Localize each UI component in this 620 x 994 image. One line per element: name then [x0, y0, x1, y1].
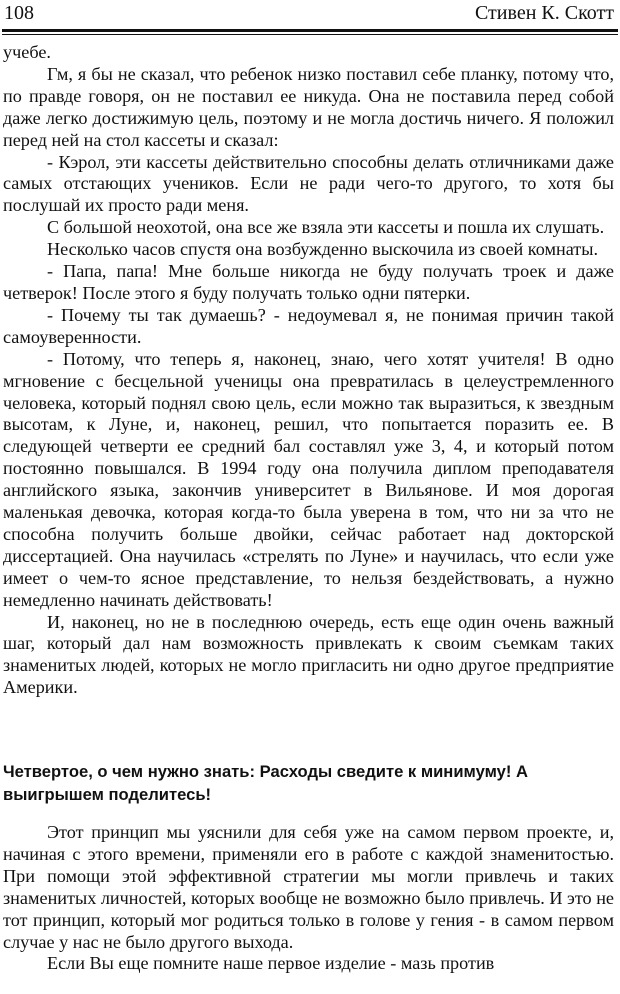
header-rule-thin	[2, 34, 618, 35]
paragraph: Гм, я бы не сказал, что ребенок низко поставил себе планку, потому что, по правде говоря, он не поставил ее никуда. Она не поставила перед собой даже легко достижимую цель, поэтому и не могла достичь ничего. Я положил перед ней на стол кассеты и сказал:	[3, 63, 614, 150]
header-rule-thick	[2, 29, 618, 32]
paragraph: С большой неохотой, она все же взяла эти кассеты и пошла их слушать.	[47, 217, 605, 238]
paragraph: Этот принцип мы уяснили для себя уже на самом первом проекте, и, начиная с этого времени, применяли его в работе с каждой знаменитостью. При помощи этой эффективной стратегии мы могли привлечь и таких знаменитых личностей, которых вообще не возможно было привлечь. И это не тот принцип, который мог родиться только в голове у гения - в самом первом случае у нас не было другого выхода.	[3, 822, 614, 952]
page-number: 108	[4, 2, 34, 24]
running-title: Стивен К. Скотт	[474, 2, 614, 24]
paragraph: Если Вы еще помните наше первое изделие - мазь против	[47, 953, 495, 974]
body-text-after-heading	[3, 822, 614, 975]
body-text	[3, 42, 614, 699]
paragraph: И, наконец, но не в последнюю очередь, есть еще один очень важный шаг, который дал нам возможность привлекать к своим съемкам таких знаменитых людей, которых не могло пригласить ни одно другое предприятие Америки.	[3, 611, 614, 698]
page-header	[4, 0, 614, 28]
paragraph: - Папа, папа! Мне больше никогда не буду получать троек и даже четверок! После этого я буду получать только одни пятерки.	[3, 261, 614, 303]
section-heading: Четвертое, о чем нужно знать: Расходы сведите к минимуму! А выигрышем поделитесь!	[3, 762, 529, 804]
paragraph: - Потому, что теперь я, наконец, знаю, чего хотят учителя! В одно мгновение с бесцельной ученицы она превратилась в целеустремленного человека, который поднял свою цель, если можно так выразиться, к звездным высотам, к Луне, и, наконец, решил, что попытается поразить ее. В следующей четверти ее средний бал составлял уже 3, 4, и который потом постоянно повышался. В 1994 году она получила диплом преподавателя английского языка, закончив университет в Вильянове. И моя дорогая маленькая девочка, которая когда-то была уверена в том, что ни за что не способна получить больше двойки, сейчас работает над докторской диссертацией. Она научилась «стрелять по Луне» и научилась, что если уже имеет о чем-то ясное представление, то нельзя бездействовать, а нужно немедленно начинать действовать!	[3, 348, 614, 610]
paragraph: - Почему ты так думаешь? - недоумевал я, не понимая причин такой самоуверенности.	[3, 304, 614, 347]
paragraph: - Кэрол, эти кассеты действительно способны делать отличниками даже самых отстающих учеников. Если не ради чего-то другого, то хотя бы послушай их просто ради меня.	[3, 151, 614, 216]
paragraph: учебе.	[3, 42, 51, 62]
paragraph: Несколько часов спустя она возбужденно выскочила из своей комнаты.	[47, 239, 599, 260]
